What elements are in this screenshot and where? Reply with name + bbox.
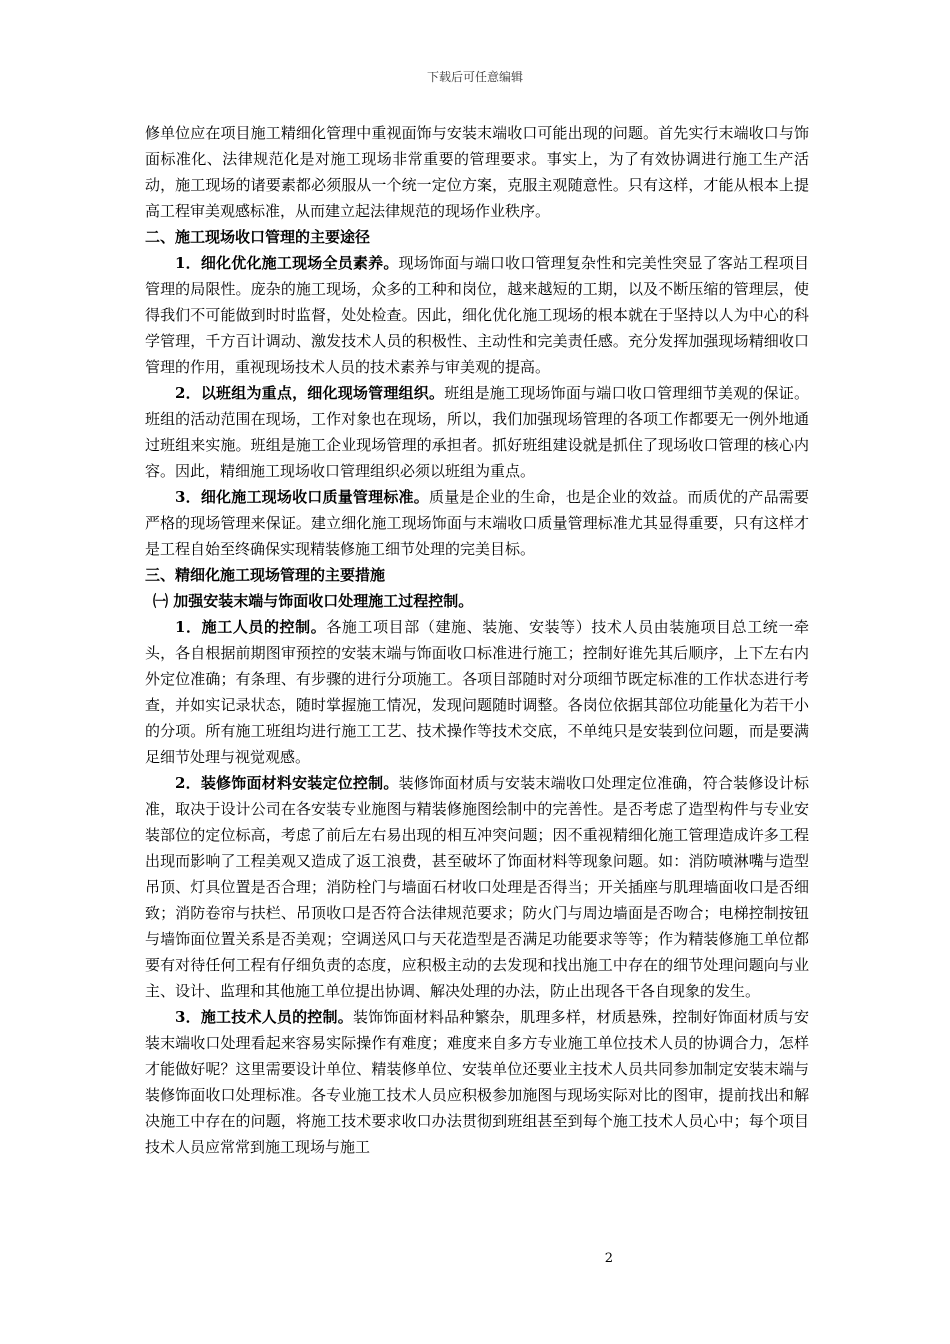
paragraph xyxy=(145,380,809,484)
paragraph-title: 2．以班组为重点，细化现场管理组织。 xyxy=(175,384,445,402)
section-heading: 三、精细化施工现场管理的主要措施 xyxy=(145,566,386,584)
paragraph-title: 1．细化优化施工现场全员素养。 xyxy=(175,254,399,272)
paragraph-body: 各施工项目部（建施、装施、安装等）技术人员由装施项目总工统一牵头，各自根据前期图审预控的安装末端与饰面收口标准进行施工；控制好谁先其后顺序，上下左右内外定位准确；有条理、有步骤的进行分项施工。各项目部随时对分项细节既定标准的工作状态进行考查，并如实记录状态，随时掌握施工情况，发现问题随时调整。各岗位依据其部位功能量化为若干小的分项。所有施工班组均进行施工工艺、技术操作等技术交底，不单纯只是安装到位问题，而是要满足细节处理与视觉观感。 xyxy=(145,618,809,766)
subsection-heading: ㈠ 加强安装末端与饰面收口处理施工过程控制。 xyxy=(153,592,474,610)
paragraph: 修单位应在项目施工精细化管理中重视面饰与安装末端收口可能出现的问题。首先实行末端收口与饰面标准化、法律规范化是对施工现场非常重要的管理要求。事实上，为了有效协调进行施工生产活动，施工现场的诸要素都必须服从一个统一定位方案，克服主观随意性。只有这样，才能从根本上提高工程审美观感标准，从而建立起法律规范的现场作业秩序。 xyxy=(145,124,809,220)
paragraph xyxy=(145,614,809,770)
paragraph-body: 装修饰面材质与安装末端收口处理定位准确，符合装修设计标准，取决于设计公司在各安装专业施图与精装修施图绘制中的完善性。是否考虑了造型构件与专业安装部位的定位标高，考虑了前后左右易出现的相互冲突问题；因不重视精细化施工管理造成许多工程出现而影响了工程美观又造成了返工浪费，甚至破坏了饰面材料等现象问题。如：消防喷淋嘴与造型吊顶、灯具位置是否合理；消防栓门与墙面石材收口处理是否得当；开关插座与肌理墙面收口是否细致；消防卷帘与扶栏、吊顶收口是否符合法律规范要求；防火门与周边墙面是否吻合；电梯控制按钮与墙饰面位置关系是否美观；空调送风口与天花造型是否满足功能要求等等；作为精装修施工单位都要有对待任何工程有仔细负责的态度，应积极主动的去发现和找出施工中存在的细节处理问题向与业主、设计、监理和其他施工单位提出协调、解决处理的办法，防止出现各干各自现象的发生。 xyxy=(145,774,809,1000)
document-body xyxy=(145,120,809,1160)
paragraph-title: 3．细化施工现场收口质量管理标准。 xyxy=(175,488,429,506)
paragraph-body: 装饰饰面材料品种繁杂，肌理多样，材质悬殊，控制好饰面材质与安装末端收口处理看起来容易实际操作有难度；难度来自多方专业施工单位技术人员的协调合力，怎样才能做好呢？这里需要设计单位、精装修单位、安装单位还要业主技术人员共同参加制定安装末端与装修饰面收口处理标准。各专业施工技术人员应积极参加施图与现场实际对比的图审，提前找出和解决施工中存在的问题，将施工技术要求收口办法贯彻到班组甚至到每个施工技术人员心中；每个项目技术人员应常常到施工现场与施工 xyxy=(145,1008,809,1156)
page-header: 下载后可任意编辑 xyxy=(426,70,523,84)
paragraph xyxy=(145,770,809,1004)
section-heading: 二、施工现场收口管理的主要途径 xyxy=(145,228,371,246)
paragraph xyxy=(145,1004,809,1160)
paragraph-body: 质量是企业的生命，也是企业的效益。而质优的产品需要严格的现场管理来保证。建立细化施工现场饰面与末端收口质量管理标准尤其显得重要，只有这样才是工程自始至终确保实现精装修施工细节处理的完美目标。 xyxy=(145,488,809,558)
paragraph-title: 2．装修饰面材料安装定位控制。 xyxy=(175,774,399,792)
page-number: 2 xyxy=(604,1251,613,1266)
paragraph-body: 班组是施工现场饰面与端口收口管理细节美观的保证。班组的活动范围在现场，工作对象也在现场，所以，我们加强现场管理的各项工作都要无一例外地通过班组来实施。班组是施工企业现场管理的承担者。抓好班组建设就是抓住了现场收口管理的核心内容。因此，精细施工现场收口管理组织必须以班组为重点。 xyxy=(145,384,809,480)
paragraph-body: 现场饰面与端口收口管理复杂性和完美性突显了客站工程项目管理的局限性。庞杂的施工现场，众多的工种和岗位，越来越短的工期，以及不断压缩的管理层，使得我们不可能做到时时监督，处处检查。因此，细化优化施工现场的根本就在于坚持以人为中心的科学管理，千方百计调动、激发技术人员的积极性、主动性和完美责任感。充分发挥加强现场精细收口管理的作用，重视现场技术人员的技术素养与审美观的提高。 xyxy=(145,254,809,376)
paragraph xyxy=(145,484,809,562)
paragraph-title: 1．施工人员的控制。 xyxy=(175,618,327,636)
paragraph xyxy=(145,250,809,380)
paragraph-title: 3．施工技术人员的控制。 xyxy=(175,1008,353,1026)
